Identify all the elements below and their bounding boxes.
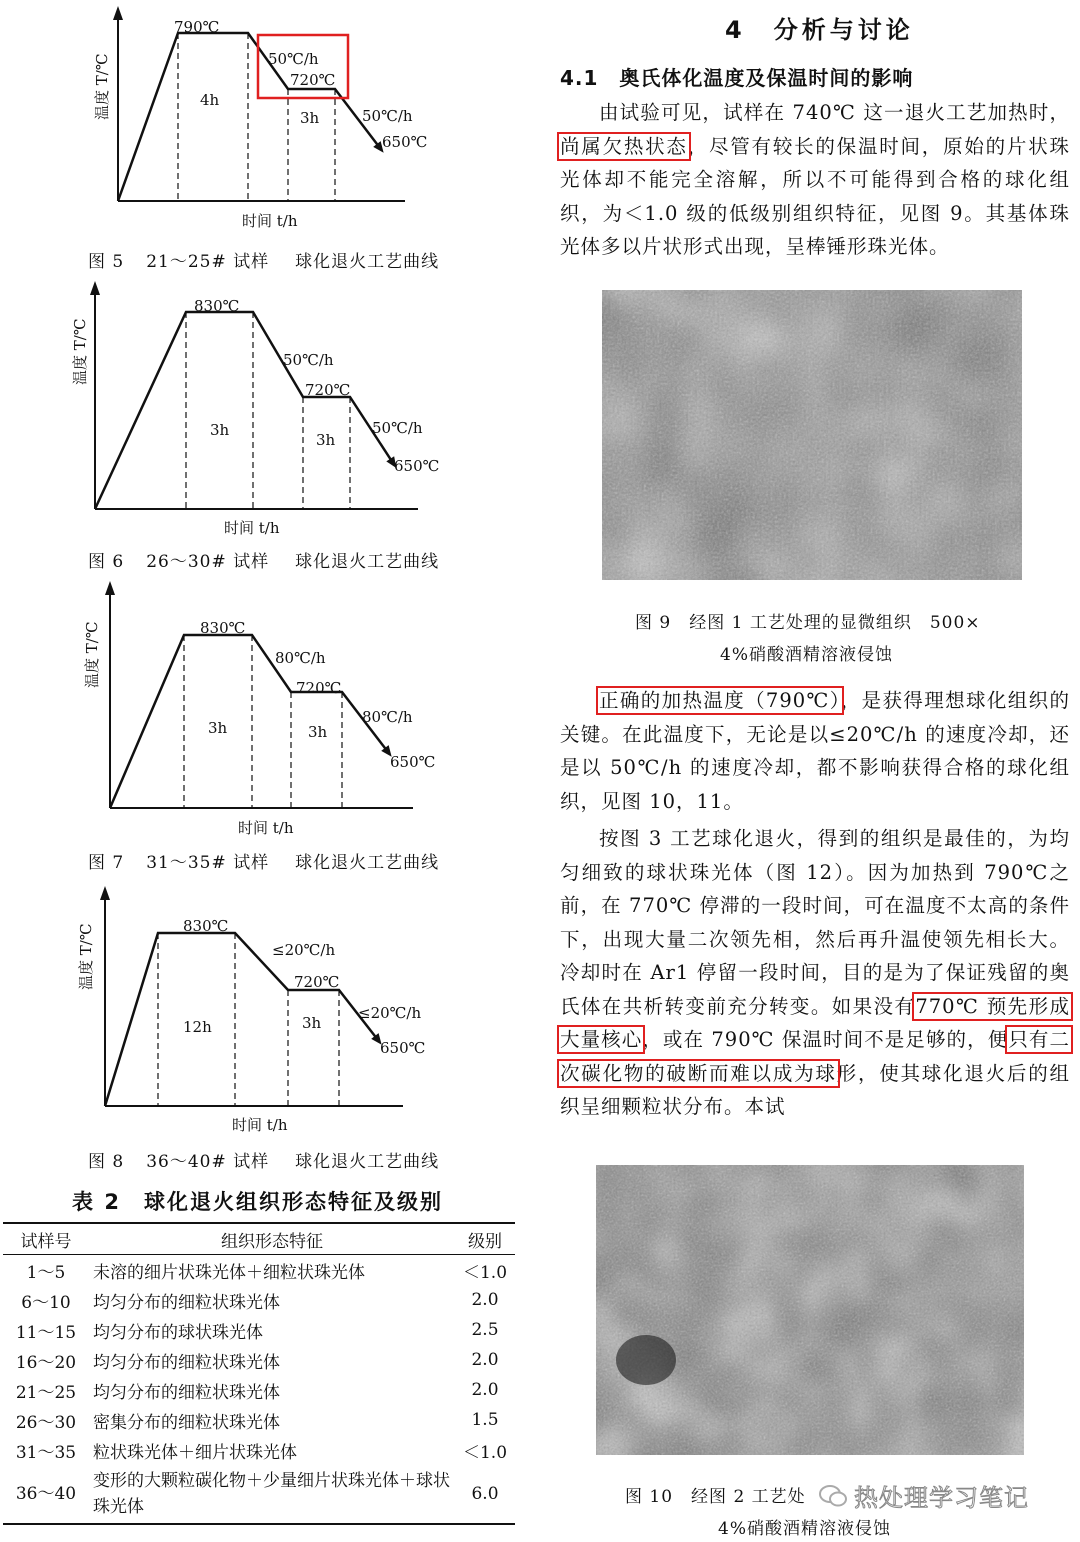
cell-sample: 36～40 xyxy=(3,1465,89,1524)
cell-sample: 31～35 xyxy=(15,1442,77,1463)
hold1-label: 12h xyxy=(183,1018,212,1036)
caption-fig-number: 图 8 xyxy=(88,1152,125,1172)
mid-temp-label: 720℃ xyxy=(296,679,342,697)
y-axis-label: 温度 T/℃ xyxy=(77,923,95,990)
peak-temp-label: 830℃ xyxy=(183,917,229,935)
cell-grade: 6.0 xyxy=(455,1465,515,1524)
peak-temp-label: 830℃ xyxy=(200,619,246,637)
mid-temp-label: 720℃ xyxy=(290,71,336,89)
hold1-label: 3h xyxy=(210,421,230,439)
table2-title: 表 2 球化退火组织形态特征及级别 xyxy=(72,1190,443,1214)
fig9-texture xyxy=(602,290,1022,580)
y-axis-label: 温度 T/℃ xyxy=(93,53,111,120)
rate1-label: 80℃/h xyxy=(275,649,326,667)
cell-feature: 均匀分布的细粒状珠光体 xyxy=(93,1382,280,1403)
hold1-label: 3h xyxy=(208,719,228,737)
cell-feature: 均匀分布的细粒状珠光体 xyxy=(93,1352,280,1373)
y-axis-label: 温度 T/℃ xyxy=(71,318,89,385)
caption-samples: 26～30# 试样 xyxy=(146,552,270,572)
rate2-label: 50℃/h xyxy=(372,419,423,437)
cell-grade: 1.5 xyxy=(471,1410,499,1430)
table-row xyxy=(3,1345,515,1375)
para3-highlight-1: 770℃ 预先形成大量核心 xyxy=(560,994,1070,1051)
fig10-texture xyxy=(596,1165,1024,1455)
rate1-label: 50℃/h xyxy=(283,351,334,369)
cell-sample: 1～5 xyxy=(26,1262,66,1283)
fig9-micrograph xyxy=(602,290,1022,580)
cell-grade: 2.0 xyxy=(471,1380,499,1400)
table-row xyxy=(3,1315,515,1345)
cell-sample: 26～30 xyxy=(15,1412,77,1433)
table-row xyxy=(3,1285,515,1315)
table-row xyxy=(3,1435,515,1465)
x-axis-label: 时间 t/h xyxy=(238,819,294,837)
x-axis-label: 时间 t/h xyxy=(242,212,298,230)
y-axis-arrow xyxy=(100,886,110,900)
para1-b: ，尽管有较长的保温时间，原始的片状珠光体却不能完全溶解，所以不可能得到合格的球化组织，为＜1.0 级的低级别组织特征，见图 9。其基体珠光体多以片状形式出现，呈棒锤形珠光体。 xyxy=(560,134,1070,258)
end-temp-label: 650℃ xyxy=(390,753,436,771)
cell-grade: 2.5 xyxy=(471,1320,499,1340)
caption-title: 球化退火工艺曲线 xyxy=(295,552,440,572)
cell-feature: 均匀分布的球状珠光体 xyxy=(93,1322,263,1343)
end-temp-label: 650℃ xyxy=(382,133,428,151)
para3-c: 形，使其球化退火后的组织呈细颗粒状分布。本试 xyxy=(560,1061,1070,1118)
cell-grade: 2.0 xyxy=(471,1350,499,1370)
caption-fig-number: 图 6 xyxy=(88,552,125,572)
rate1-label: ≤20℃/h xyxy=(272,941,336,959)
hold2-label: 3h xyxy=(316,431,336,449)
cell-sample: 21～25 xyxy=(15,1382,77,1403)
cell-feature: 密集分布的细粒状珠光体 xyxy=(93,1412,280,1433)
mid-temp-label: 720℃ xyxy=(294,973,340,991)
rate2-label: ≤20℃/h xyxy=(358,1004,422,1022)
cell-sample: 11～15 xyxy=(15,1322,77,1343)
mid-temp-label: 720℃ xyxy=(305,381,351,399)
caption-fig-number: 图 5 xyxy=(88,252,125,272)
caption-samples: 21～25# 试样 xyxy=(146,252,270,272)
cell-sample: 6～10 xyxy=(21,1292,71,1313)
hold2-label: 3h xyxy=(302,1014,322,1032)
cell-feature: 变形的大颗粒碳化物＋少量细片状珠光体＋球状珠光体 xyxy=(89,1465,455,1524)
table-row xyxy=(3,1375,515,1405)
col-header-feature: 组织形态特征 xyxy=(89,1223,455,1255)
fig9-caption-line1: 图 9 经图 1 工艺处理的显微组织 500× xyxy=(635,613,981,633)
rate2-label: 80℃/h xyxy=(362,708,413,726)
para3-highlight-2: 只有二次碳化物的破断而难以成为球 xyxy=(560,1028,1070,1085)
cell-sample: 16～20 xyxy=(15,1352,77,1373)
fig9-caption-line2: 4%硝酸酒精溶液侵蚀 xyxy=(720,645,893,665)
hold2-label: 3h xyxy=(300,109,320,127)
col-header-sample: 试样号 xyxy=(3,1223,89,1255)
paragraph-2 xyxy=(560,684,1070,818)
table-row xyxy=(3,1405,515,1435)
table2 xyxy=(3,1222,515,1525)
col-header-grade: 级别 xyxy=(455,1223,515,1255)
para1-a: 由试验可见，试样在 740℃ 这一退火工艺加热时， xyxy=(599,101,1070,124)
section-title: 4 分析与讨论 xyxy=(725,16,914,44)
end-temp-label: 650℃ xyxy=(380,1039,426,1057)
end-temp-label: 650℃ xyxy=(394,457,440,475)
caption-samples: 36～40# 试样 xyxy=(146,1152,270,1172)
para3-b: ，或在 790℃ 保温时间不是足够的，便 xyxy=(642,1028,1009,1051)
cell-feature: 均匀分布的细粒状珠光体 xyxy=(93,1292,280,1313)
paragraph-3 xyxy=(560,822,1070,1124)
rate1-label: 50℃/h xyxy=(268,50,319,68)
y-axis-label: 温度 T/℃ xyxy=(83,621,101,688)
fig8-caption xyxy=(88,1147,439,1172)
para1-highlight: 尚属欠热状态 xyxy=(560,134,688,158)
x-axis-label: 时间 t/h xyxy=(224,519,280,537)
caption-title: 球化退火工艺曲线 xyxy=(295,853,440,873)
caption-title: 球化退火工艺曲线 xyxy=(295,1152,440,1172)
para2-highlight: 正确的加热温度（790℃） xyxy=(599,689,841,712)
caption-title: 球化退火工艺曲线 xyxy=(295,252,440,272)
table-row xyxy=(3,1465,515,1524)
para3-a: 按图 3 工艺球化退火，得到的组织是最佳的，为均匀细致的球状珠光体（图 12）。因为加热到 790℃之前，在 770℃ 停滞的一段时间，可在温度不太高的条件下，出现大量二次领先相，然后再升温使领先相长大。冷却时在 Ar1 停留一段时间，目的是为了保证残留的奥氏体在共析转变前充分转变。如果没有 xyxy=(560,827,1070,1018)
cell-grade: ＜1.0 xyxy=(462,1442,508,1463)
peak-temp-label: 790℃ xyxy=(174,18,220,36)
watermark xyxy=(818,1478,1029,1513)
hold1-label: 4h xyxy=(200,91,220,109)
subsection-title: 4.1 奥氏体化温度及保温时间的影响 xyxy=(560,66,914,90)
table-row xyxy=(3,1255,515,1286)
table2-header-row xyxy=(3,1223,515,1255)
process-curve xyxy=(105,933,378,1106)
para2-b: ，是获得理想球化组织的关键。在此温度下，无论是以≤20℃/h 的速度冷却，还是以 50℃/h 的速度冷却，都不影响获得合格的球化组织，见图 10，11。 xyxy=(560,689,1070,813)
peak-temp-label: 830℃ xyxy=(194,297,240,315)
watermark-text: 热处理学习笔记 xyxy=(854,1484,1029,1512)
fig10-micrograph xyxy=(596,1165,1024,1455)
cell-grade: 2.0 xyxy=(471,1290,499,1310)
rate2-label: 50℃/h xyxy=(362,107,413,125)
x-axis-label: 时间 t/h xyxy=(232,1116,288,1134)
wechat-icon xyxy=(818,1483,848,1509)
cell-grade: ＜1.0 xyxy=(462,1262,508,1283)
fig10-caption-line1: 图 10 经图 2 工艺处 xyxy=(625,1487,806,1507)
fig10-caption-line2: 4%硝酸酒精溶液侵蚀 xyxy=(718,1519,891,1539)
caption-samples: 31～35# 试样 xyxy=(146,853,270,873)
cell-feature: 未溶的细片状珠光体＋细粒状珠光体 xyxy=(93,1262,365,1283)
caption-fig-number: 图 7 xyxy=(88,853,125,873)
paragraph-1 xyxy=(560,96,1070,264)
hold2-label: 3h xyxy=(308,723,328,741)
cell-feature: 粒状珠光体＋细片状珠光体 xyxy=(93,1442,297,1463)
